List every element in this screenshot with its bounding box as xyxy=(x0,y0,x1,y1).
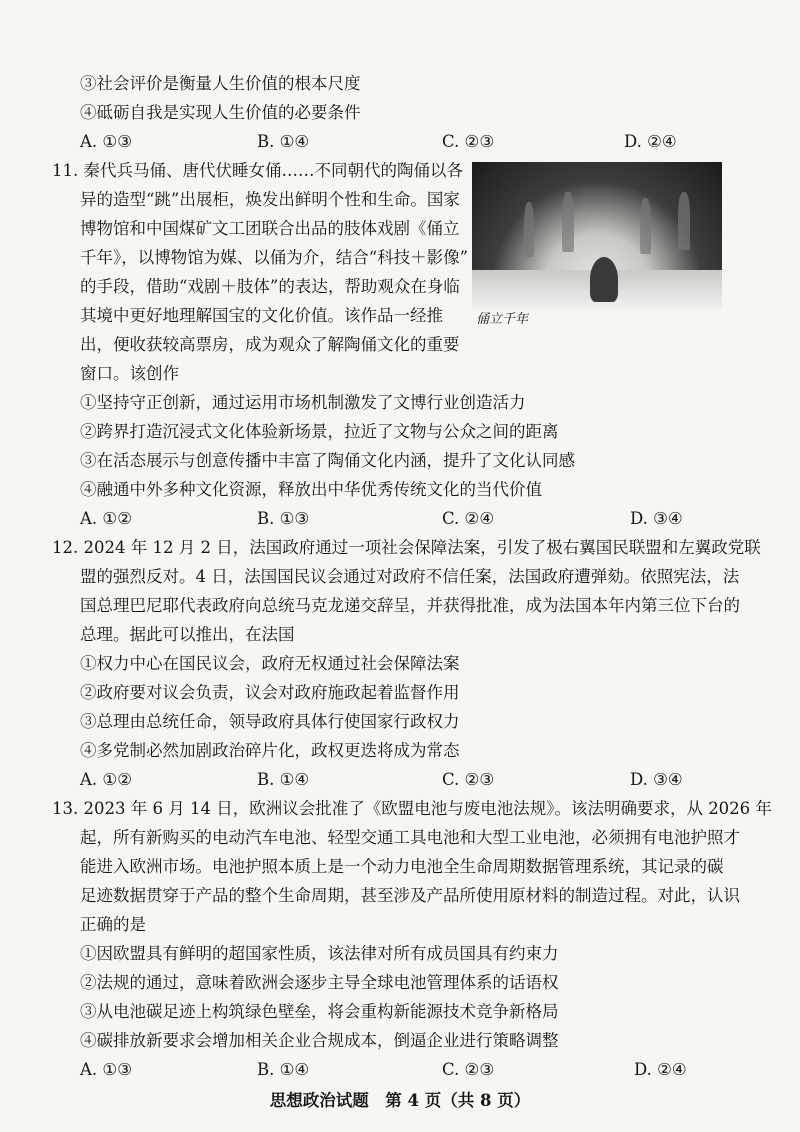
q12-stem-line: 12. 2024 年 12 月 2 日，法国政府通过一项社会保障法案，引发了极右翼国民联盟和左翼政党联 xyxy=(52,538,761,557)
q11-stem-line: 博物馆和中国煤矿文工团联合出品的肢体戏剧《俑立 xyxy=(80,219,460,238)
q12-stem-line: 总理。据此可以推出，在法国 xyxy=(80,625,295,644)
q11-stem-line: 异的造型“跳”出展柜，焕发出鲜明个性和生命。国家 xyxy=(80,190,460,209)
q11-statement-4: ④融通中外多种文化资源，释放出中华优秀传统文化的当代价值 xyxy=(80,480,542,499)
q13-option-c: C. ②③ xyxy=(442,1060,495,1079)
q13-stem-line: 能进入欧洲市场。电池护照本质上是一个动力电池全生命周期数据管理系统，其记录的碳 xyxy=(80,857,724,876)
q11-stem-line: 出，便收获较高票房，成为观众了解陶俑文化的重要 xyxy=(80,335,460,354)
q11-option-b: B. ①③ xyxy=(257,509,310,528)
q11-option-c: C. ②④ xyxy=(442,509,495,528)
q10-statement-4: ④砥砺自我是实现人生价值的必要条件 xyxy=(80,103,361,122)
q11-statement-3: ③在活态展示与创意传播中丰富了陶俑文化内涵，提升了文化认同感 xyxy=(80,451,575,470)
photo-caption: 俑立千年 xyxy=(476,312,529,327)
q13-stem-line: 起，所有新购买的电动汽车电池、轻型交通工具电池和大型工业电池，必须拥有电池护照才 xyxy=(80,828,740,847)
page-footer: 思想政治试题 第 4 页（共 8 页） xyxy=(269,1091,531,1110)
q11-option-d: D. ③④ xyxy=(630,509,683,528)
q12-option-d: D. ③④ xyxy=(630,770,683,789)
q11-stem-line: 的手段，借助“戏剧＋肢体”的表达，帮助观众在身临 xyxy=(80,277,460,296)
q12-option-c: C. ②③ xyxy=(442,770,495,789)
q11-statement-1: ①坚持守正创新，通过运用市场机制激发了文博行业创造活力 xyxy=(80,393,526,412)
drama-photo xyxy=(472,162,722,310)
q12-statement-1: ①权力中心在国民议会，政府无权通过社会保障法案 xyxy=(80,654,460,673)
q10-option-b: B. ①④ xyxy=(257,132,310,151)
q12-stem-line: 国总理巴尼耶代表政府向总统马克龙递交辞呈，并获得批准，成为法国本年内第三位下台的 xyxy=(80,596,740,615)
q12-statement-4: ④多党制必然加剧政治碎片化，政权更迭将成为常态 xyxy=(80,741,460,760)
q11-statement-2: ②跨界打造沉浸式文化体验新场景，拉近了文物与公众之间的距离 xyxy=(80,422,559,441)
q10-option-d: D. ②④ xyxy=(624,132,677,151)
q13-stem-line: 正确的是 xyxy=(80,915,146,934)
q13-option-b: B. ①④ xyxy=(257,1060,310,1079)
q11-stem-line: 窗口。该创作 xyxy=(80,364,179,383)
q11-stem-line: 11. 秦代兵马俑、唐代伏睡女俑……不同朝代的陶俑以各 xyxy=(52,161,463,180)
q13-statement-2: ②法规的通过，意味着欧洲会逐步主导全球电池管理体系的话语权 xyxy=(80,973,559,992)
q12-statement-2: ②政府要对议会负责，议会对政府施政起着监督作用 xyxy=(80,683,460,702)
q12-option-a: A. ①② xyxy=(80,770,132,789)
q13-statement-4: ④碳排放新要求会增加相关企业合规成本，倒逼企业进行策略调整 xyxy=(80,1031,559,1050)
q11-stem-line: 千年》，以博物馆为媒、以俑为介，结合“科技＋影像” xyxy=(80,248,469,267)
q10-statement-3: ③社会评价是衡量人生价值的根本尺度 xyxy=(80,74,361,93)
dancer-figure xyxy=(590,257,618,302)
q13-stem-line: 足迹数据贯穿于产品的整个生命周期，甚至涉及产品所使用原材料的制造过程。对此，认识 xyxy=(80,886,740,905)
q11-stem-line: 其境中更好地理解国宝的文化价值。该作品一经推 xyxy=(80,306,443,325)
q10-option-c: C. ②③ xyxy=(442,132,495,151)
q13-option-d: D. ②④ xyxy=(634,1060,687,1079)
q13-statement-1: ①因欧盟具有鲜明的超国家性质，该法律对所有成员国具有约束力 xyxy=(80,944,559,963)
q11-option-a: A. ①② xyxy=(80,509,132,528)
q12-statement-3: ③总理由总统任命，领导政府具体行使国家行政权力 xyxy=(80,712,460,731)
q13-statement-3: ③从电池碳足迹上构筑绿色壁垒，将会重构新能源技术竞争新格局 xyxy=(80,1002,559,1021)
q10-option-a: A. ①③ xyxy=(80,132,132,151)
q13-option-a: A. ①③ xyxy=(80,1060,132,1079)
q12-stem-line: 盟的强烈反对。4 日，法国国民议会通过对政府不信任案，法国政府遭弹劾。依照宪法，法 xyxy=(80,567,740,586)
q13-stem-line: 13. 2023 年 6 月 14 日，欧洲议会批准了《欧盟电池与废电池法规》。该法明确要求，从 2026 年 xyxy=(52,799,772,818)
q12-option-b: B. ①④ xyxy=(257,770,310,789)
